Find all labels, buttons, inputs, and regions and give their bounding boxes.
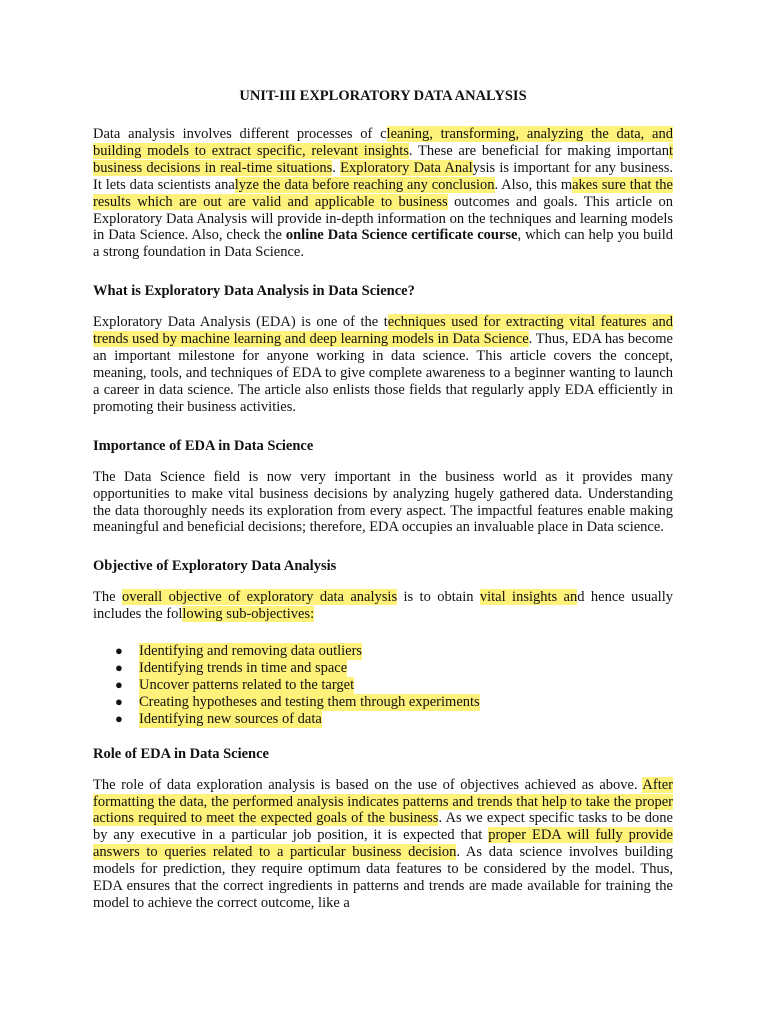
intro-text-4: ysis is important for any business. It lets data scientists ana — [93, 159, 673, 193]
objective-highlight-2: vital insights an — [479, 589, 578, 606]
what-highlight-1: echniques used for extracting vital features and trends used by machine learning and deep learning models in Data Science — [93, 314, 674, 348]
role-text-1: The role of data exploration analysis is based on the use of objectives achieved as above. — [93, 776, 643, 793]
course-link-text: online Data Science certificate course — [285, 227, 518, 244]
intro-highlight-4: lyze the data before reaching any conclusion — [234, 176, 495, 193]
bullet-icon: ● — [115, 660, 123, 676]
list-item — [115, 643, 673, 660]
intro-text-2: . These are beneficial for making importan — [408, 142, 669, 159]
intro-text-6: outcomes and goals. This article on Exploratory Data Analysis will provide in-depth information on the techniques and learning models in Data Science. Also, check the — [93, 193, 673, 244]
heading-objective: Objective of Exploratory Data Analysis — [93, 558, 337, 575]
what-text-1: Exploratory Data Analysis (EDA) is one of the t — [93, 314, 388, 331]
intro-paragraph — [93, 126, 673, 261]
intro-highlight-3: Exploratory Data Anal — [340, 159, 473, 176]
bullet-icon: ● — [115, 643, 123, 659]
list-item-text: Identifying new sources of data — [139, 710, 322, 727]
objective-highlight-3: lowing sub-objectives: — [182, 606, 315, 623]
role-text-2: . As we expect specific tasks to be done by any executive in a particular job position, it is expected that — [93, 810, 673, 844]
list-item — [115, 660, 673, 677]
list-item-text: Identifying and removing data outliers — [139, 643, 363, 660]
importance-paragraph: The Data Science field is now very important in the business world as it provides many opportunities to make vital business decisions by analyzing hugely gathered data. Understanding the data thoroughly needs its exploration from every aspect. The impactful features enable making meaningful and beneficial decisions; therefore, EDA occupies an invaluable place in Data science. — [93, 468, 673, 536]
intro-highlight-5: akes sure that the results which are out are valid and applicable to business — [93, 176, 673, 210]
bullet-icon: ● — [115, 710, 123, 726]
objective-highlight-1: overall objective of exploratory data analysis — [121, 589, 398, 606]
list-item-text: Identifying trends in time and space — [139, 660, 348, 677]
heading-what-is-eda: What is Exploratory Data Analysis in Data Science? — [93, 283, 415, 300]
intro-highlight-1: leaning, transforming, analyzing the data, and building models to extract specific, relevant insights — [93, 126, 673, 159]
list-item — [115, 711, 673, 728]
intro-text-7: , which can help you build a strong foundation in Data Science. — [93, 227, 673, 261]
intro-text-1: Data analysis involves different processes of c — [93, 126, 387, 142]
intro-highlight-2: t business decisions in real-time situations — [93, 142, 673, 176]
objective-text-2: is to obtain — [397, 589, 480, 606]
sub-objectives-list — [93, 643, 673, 728]
what-text-2: . Thus, EDA has become an important milestone for anyone working in data science. This article covers the concept, meaning, tools, and techniques of EDA to give complete awareness to a beginner wanting to launch a career in data science. The article also enlists those fields that regularly apply EDA efficiently in promoting their business activities. — [93, 331, 673, 415]
what-is-eda-paragraph — [93, 314, 673, 415]
intro-text-3: . — [332, 159, 341, 176]
heading-role: Role of EDA in Data Science — [93, 745, 269, 762]
page-title: UNIT-III EXPLORATORY DATA ANALYSIS — [239, 88, 527, 104]
list-item-text: Uncover patterns related to the target — [139, 676, 355, 693]
role-paragraph — [93, 777, 673, 912]
objective-paragraph — [93, 589, 673, 623]
role-text-3: . As data science involves building models for prediction, they require optimum data features to be considered by the model. Thus, EDA ensures that the correct ingredients in patterns and trends are made available for training the model to achieve the correct outcome, like a — [93, 844, 673, 911]
role-highlight-1: After formatting the data, the performed analysis indicates patterns and trends that help to take the proper actions required to meet the expected goals of the business — [93, 776, 673, 827]
list-item — [115, 677, 673, 694]
intro-text-5: . Also, this m — [494, 176, 573, 193]
objective-text-3: d hence usually includes the fol — [93, 589, 673, 623]
heading-importance: Importance of EDA in Data Science — [93, 437, 314, 454]
bullet-icon: ● — [115, 676, 123, 692]
objective-text-1: The — [93, 589, 122, 606]
bullet-icon: ● — [115, 693, 123, 709]
role-highlight-2: proper EDA will fully provide answers to queries related to a particular business decision — [93, 827, 673, 861]
list-item — [115, 694, 673, 711]
list-item-text: Creating hypotheses and testing them through experiments — [139, 693, 480, 710]
